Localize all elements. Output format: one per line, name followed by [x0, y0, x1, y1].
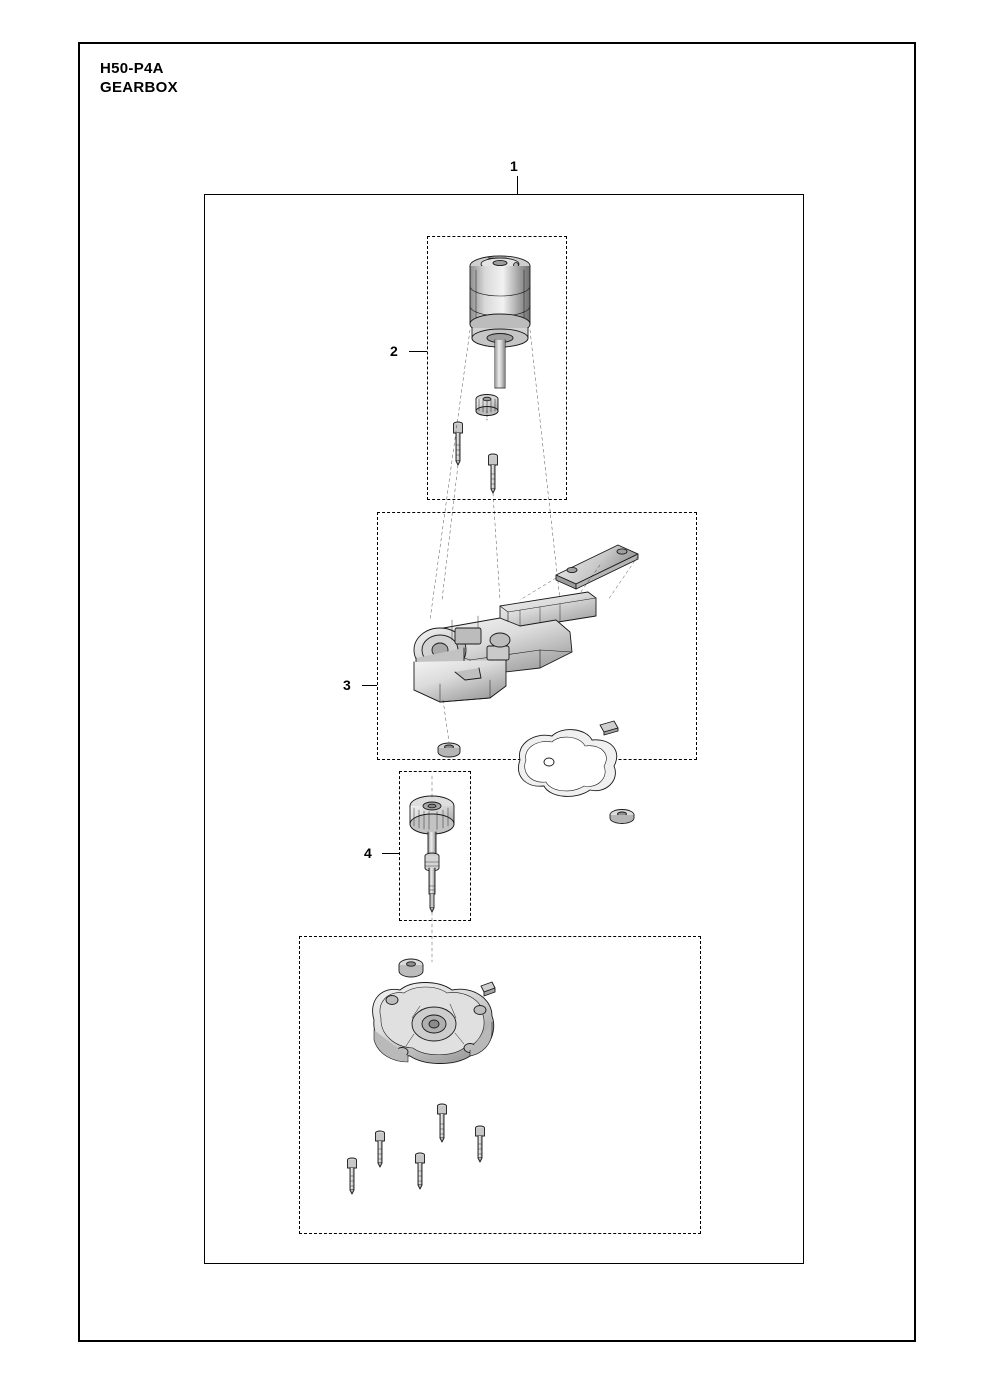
leader-line-4	[382, 853, 399, 854]
leader-line-2	[409, 351, 427, 352]
motor-group	[427, 236, 567, 500]
title-line-model: H50-P4A	[100, 60, 164, 77]
callout-2: 2	[390, 343, 398, 359]
callout-4: 4	[364, 845, 372, 861]
callout-1: 1	[510, 158, 518, 174]
leader-line-1	[517, 176, 518, 194]
title-block	[100, 60, 178, 98]
cover-and-screws-group	[299, 936, 701, 1234]
housing-group	[377, 512, 697, 760]
callout-3: 3	[343, 677, 351, 693]
gear-shaft-group	[399, 771, 471, 921]
title-line-section: GEARBOX	[100, 78, 178, 96]
leader-line-3	[362, 685, 377, 686]
